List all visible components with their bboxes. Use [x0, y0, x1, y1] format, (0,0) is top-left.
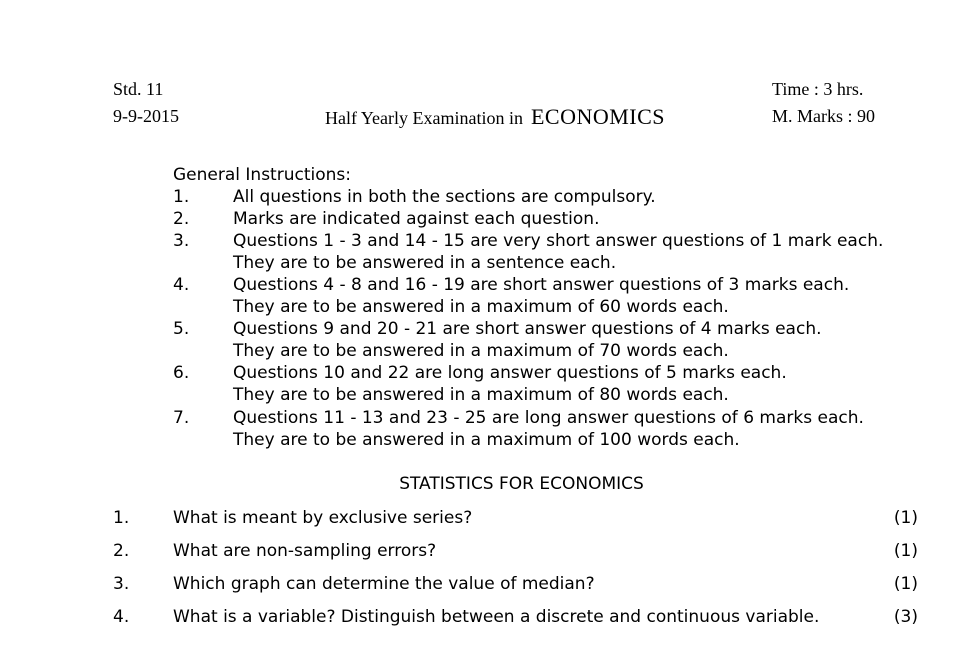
- question-text: What is a variable? Distinguish between a discrete and continuous variable.: [173, 607, 820, 627]
- instruction-number: 2.: [173, 209, 190, 229]
- question-text: What are non-sampling errors?: [173, 541, 437, 561]
- question-text: What is meant by exclusive series?: [173, 508, 473, 528]
- instruction-number: 5.: [173, 319, 190, 339]
- instruction-text-continued: They are to be answered in a maximum of 80 words each.: [233, 385, 729, 405]
- instruction-number: 3.: [173, 231, 190, 251]
- subject-title: ECONOMICS: [530, 104, 666, 129]
- standard-label: Std. 11: [113, 79, 164, 99]
- question-marks: (1): [893, 541, 918, 561]
- section-title: STATISTICS FOR ECONOMICS: [399, 474, 644, 494]
- instruction-text-continued: They are to be answered in a maximum of 60 words each.: [233, 297, 729, 317]
- question-number: 2.: [113, 541, 130, 561]
- question-marks: (3): [893, 607, 918, 627]
- question-row: [113, 574, 918, 596]
- exam-title: [325, 104, 665, 130]
- exam-label: Half Yearly Examination in: [325, 108, 523, 128]
- instruction-text-continued: They are to be answered in a sentence each.: [233, 253, 617, 273]
- instruction-number: 1.: [173, 187, 190, 207]
- instruction-text: Questions 4 - 8 and 16 - 19 are short answer questions of 3 marks each.: [233, 275, 850, 295]
- instruction-text-continued: They are to be answered in a maximum of 100 words each.: [233, 430, 740, 450]
- instruction-number: 7.: [173, 408, 190, 428]
- instruction-text: Questions 10 and 22 are long answer questions of 5 marks each.: [233, 363, 787, 383]
- exam-date: 9-9-2015: [113, 106, 179, 126]
- instruction-number: 4.: [173, 275, 190, 295]
- instruction-text: Questions 1 - 3 and 14 - 15 are very short answer questions of 1 mark each.: [233, 231, 884, 251]
- instruction-text-continued: They are to be answered in a maximum of 70 words each.: [233, 341, 729, 361]
- question-marks: (1): [893, 508, 918, 528]
- question-row: [113, 541, 918, 563]
- instruction-number: 6.: [173, 363, 190, 383]
- time-allowed: Time : 3 hrs.: [772, 79, 864, 99]
- question-marks: (1): [893, 574, 918, 594]
- question-row: [113, 508, 918, 530]
- instructions-heading: General Instructions:: [173, 165, 351, 185]
- question-text: Which graph can determine the value of median?: [173, 574, 595, 594]
- instruction-text: All questions in both the sections are compulsory.: [233, 187, 656, 207]
- instruction-text: Marks are indicated against each question.: [233, 209, 600, 229]
- question-number: 3.: [113, 574, 130, 594]
- max-marks: M. Marks : 90: [772, 106, 875, 126]
- question-row: [113, 607, 918, 629]
- question-number: 1.: [113, 508, 130, 528]
- question-number: 4.: [113, 607, 130, 627]
- instruction-text: Questions 11 - 13 and 23 - 25 are long answer questions of 6 marks each.: [233, 408, 864, 428]
- instruction-text: Questions 9 and 20 - 21 are short answer questions of 4 marks each.: [233, 319, 822, 339]
